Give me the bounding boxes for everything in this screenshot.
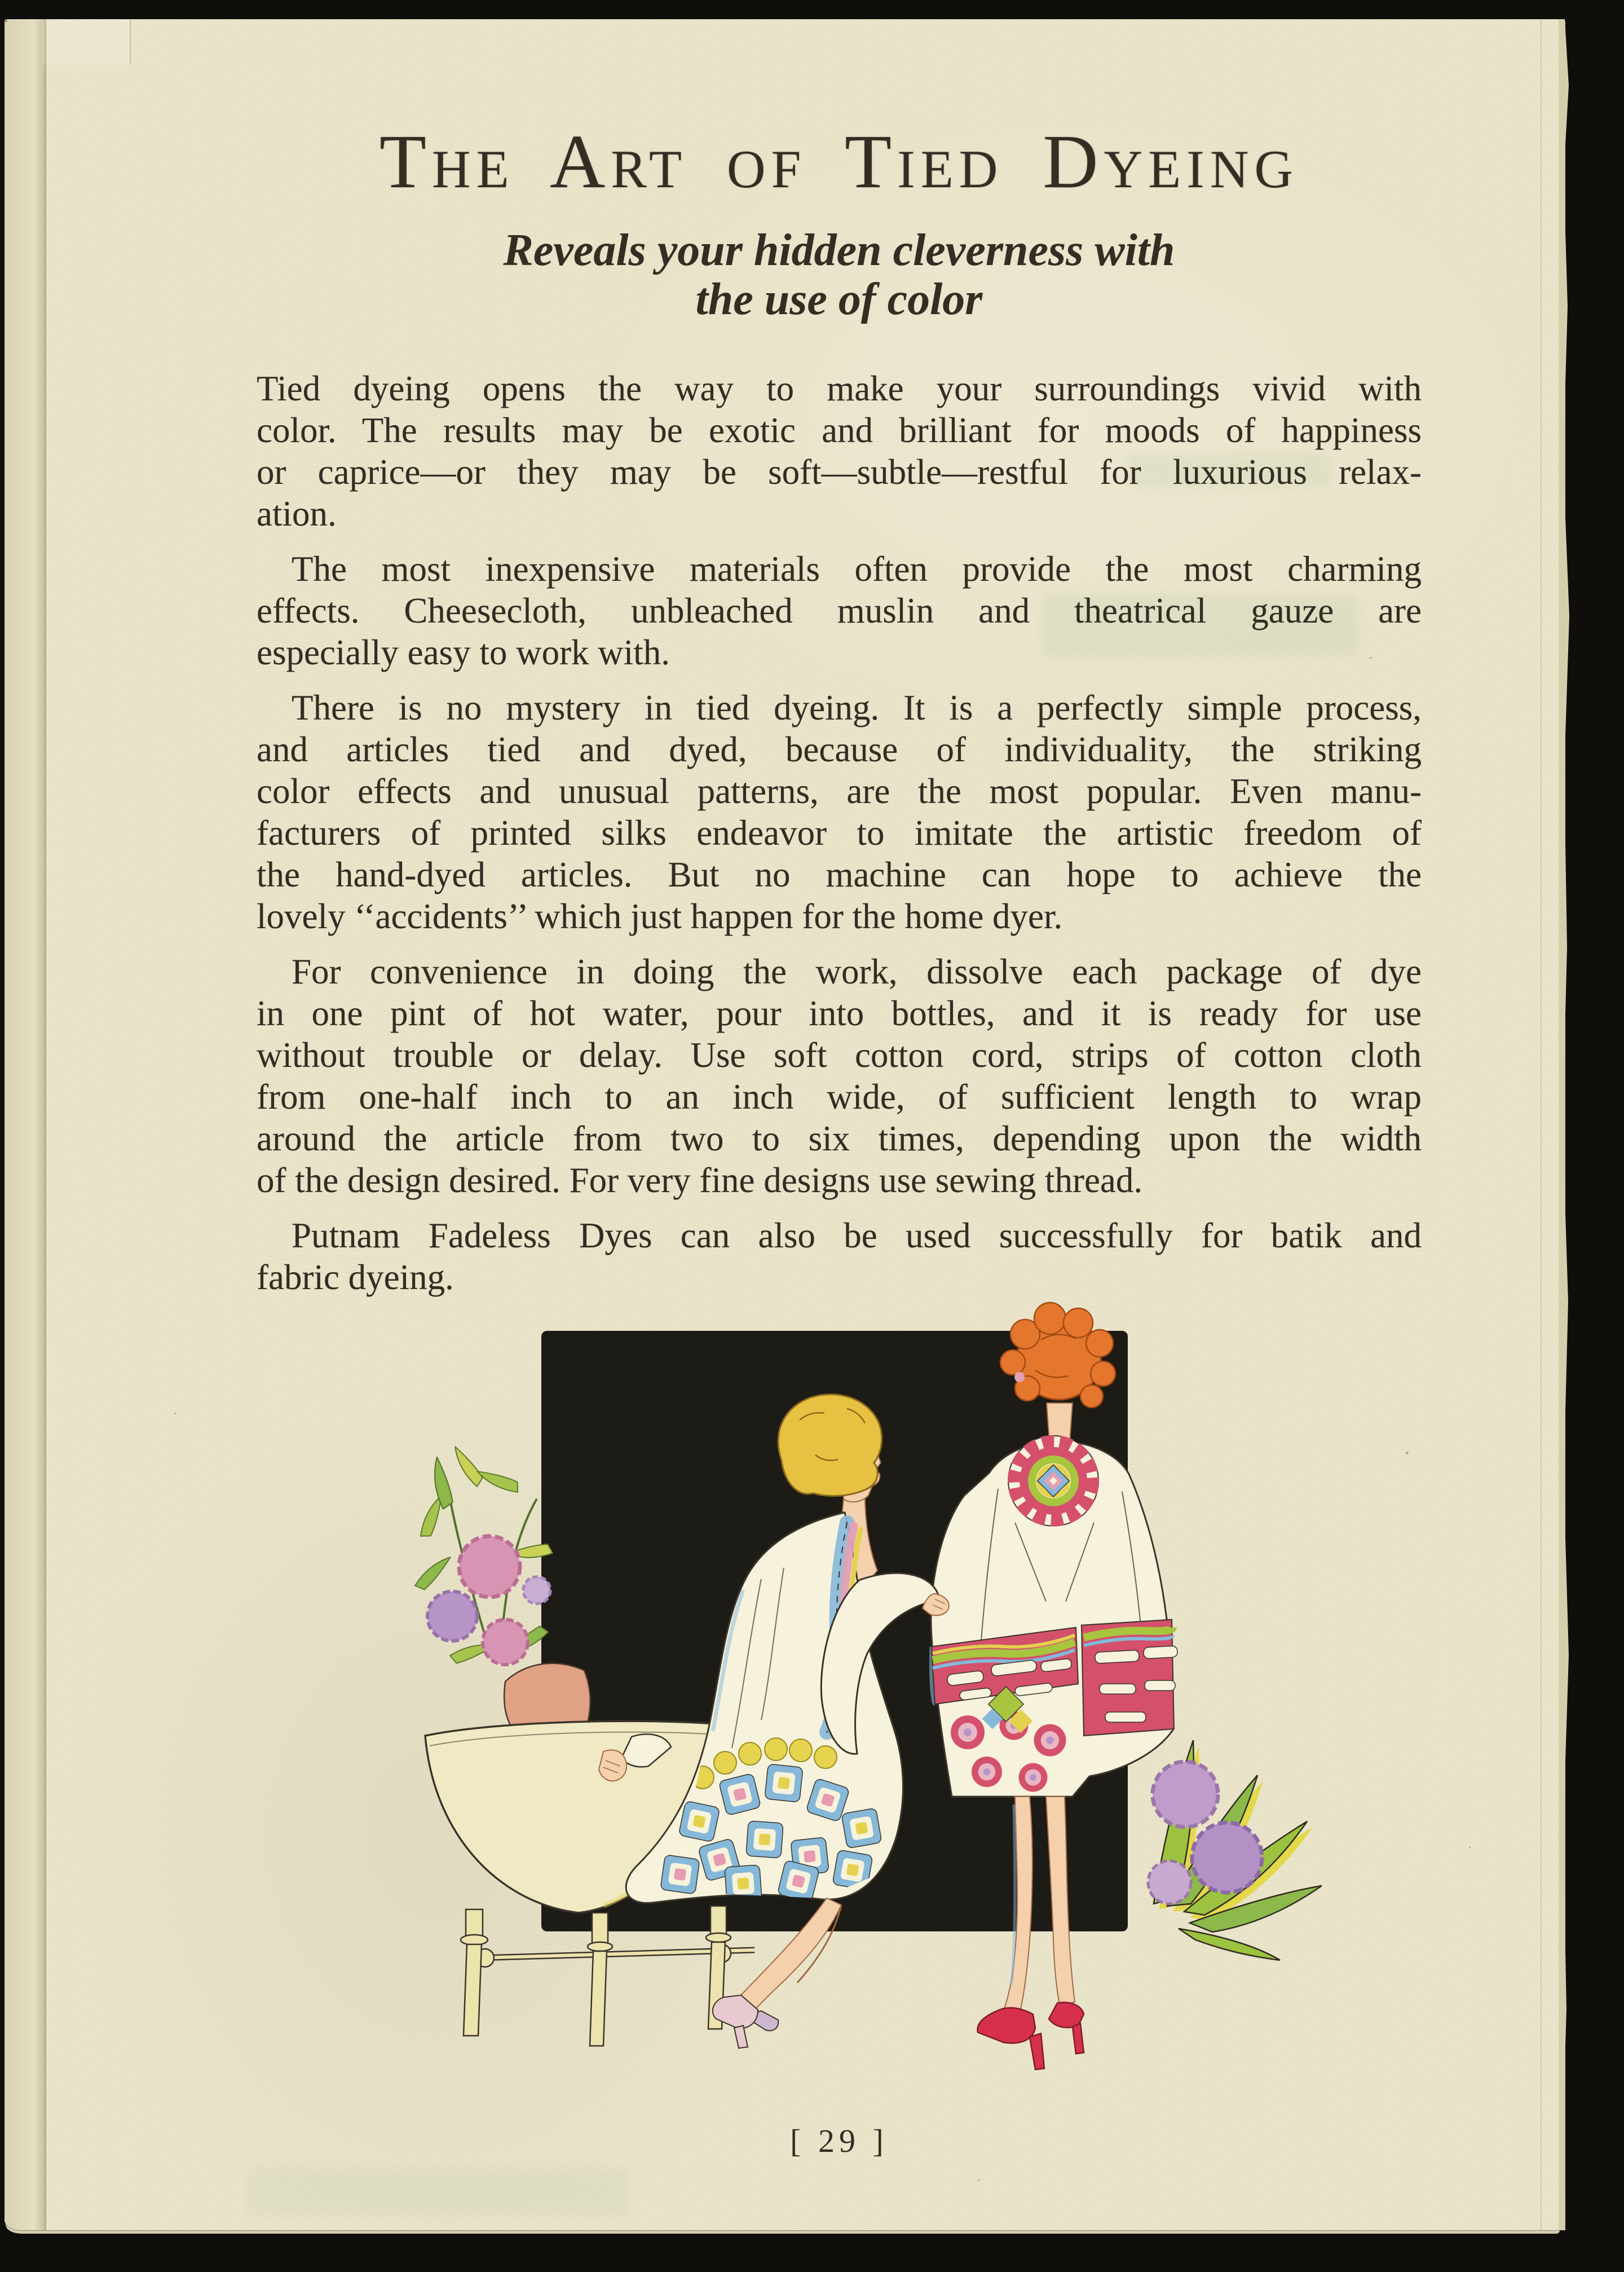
paper-specks	[5, 19, 7, 22]
page-edge-shadow-line	[1541, 19, 1542, 2230]
blonde-bobbed-hair	[778, 1395, 882, 1496]
text-line: the hand-dyed articles. But no machine can hope to achieve the	[257, 855, 1422, 894]
text-line: color effects and unusual patterns, are the most popular. Even manu-	[257, 771, 1422, 811]
text-line: of the design desired. For very fine designs use sewing thread.	[257, 1161, 1143, 1200]
pink-bloom	[459, 1536, 520, 1597]
page-subtitle	[257, 226, 1422, 324]
text-line: Tied dyeing opens the way to make your surroundings vivid with	[257, 369, 1422, 408]
paragraph	[257, 951, 1422, 1201]
text-line: fabric dyeing.	[257, 1258, 454, 1297]
text-line: For convenience in doing the work, dissolve each package of dye	[292, 952, 1422, 991]
text-line: The most inexpensive materials often provide the most charming	[292, 549, 1422, 589]
subtitle-line: Reveals your hidden cleverness with	[503, 226, 1175, 275]
illustration-tied-dye-kimonos	[367, 1286, 1325, 2092]
text-line: facturers of printed silks endeavor to imitate the artistic freedom of	[257, 813, 1422, 853]
red-high-heels	[977, 2002, 1084, 2070]
page-gutter-crease	[5, 19, 46, 2230]
plant-right	[1148, 1740, 1322, 1960]
text-line: around the article from two to six times, depending upon the width	[257, 1119, 1422, 1158]
text-line: Putnam Fadeless Dyes can also be used successfully for batik and	[292, 1216, 1422, 1255]
paragraph	[257, 548, 1422, 673]
subtitle-line: the use of color	[695, 275, 983, 324]
underlying-page-corner	[42, 19, 131, 64]
text-line: especially easy to work with.	[257, 633, 670, 672]
page-edge-right	[1559, 19, 1570, 2230]
text-line: in one pint of hot water, pour into bottles, and it is ready for use	[257, 994, 1422, 1033]
text-line: lovely ‘‘accidents’’ which just happen for the home dyer.	[257, 897, 1063, 936]
book-page	[5, 19, 1561, 2230]
text-line: without trouble or delay. Use soft cotton cord, strips of cotton cloth	[257, 1035, 1422, 1075]
flower-cluster-left	[408, 1447, 555, 1674]
text-line: There is no mystery in tied dyeing. It is a perfectly simple process,	[292, 688, 1422, 727]
purple-bloom	[1153, 1762, 1218, 1827]
text-line: from one-half inch to an inch wide, of sufficient length to wrap	[257, 1077, 1422, 1117]
page-title: The Art of Tied Dyeing	[379, 120, 1299, 204]
text-line: color. The results may be exotic and brilliant for moods of happiness	[257, 411, 1422, 450]
hair-clip	[1014, 1372, 1025, 1382]
page-number: [ 29 ]	[790, 2123, 888, 2159]
text-line: and articles tied and dyed, because of individuality, the striking	[257, 730, 1422, 769]
tie-dye-medallion	[1008, 1436, 1098, 1526]
paragraph	[257, 687, 1422, 937]
body-text	[257, 368, 1422, 1312]
text-line: or caprice—or they may be soft—subtle—restful for luxurious relax-	[257, 452, 1422, 492]
paragraph	[257, 368, 1422, 535]
text-line: effects. Cheesecloth, unbleached muslin and theatrical gauze are	[257, 591, 1422, 630]
hand-on-stool	[599, 1750, 626, 1781]
text-line: ation.	[257, 494, 337, 533]
orange-bobbed-hair	[1000, 1303, 1115, 1408]
mauve-bloom	[427, 1591, 477, 1641]
